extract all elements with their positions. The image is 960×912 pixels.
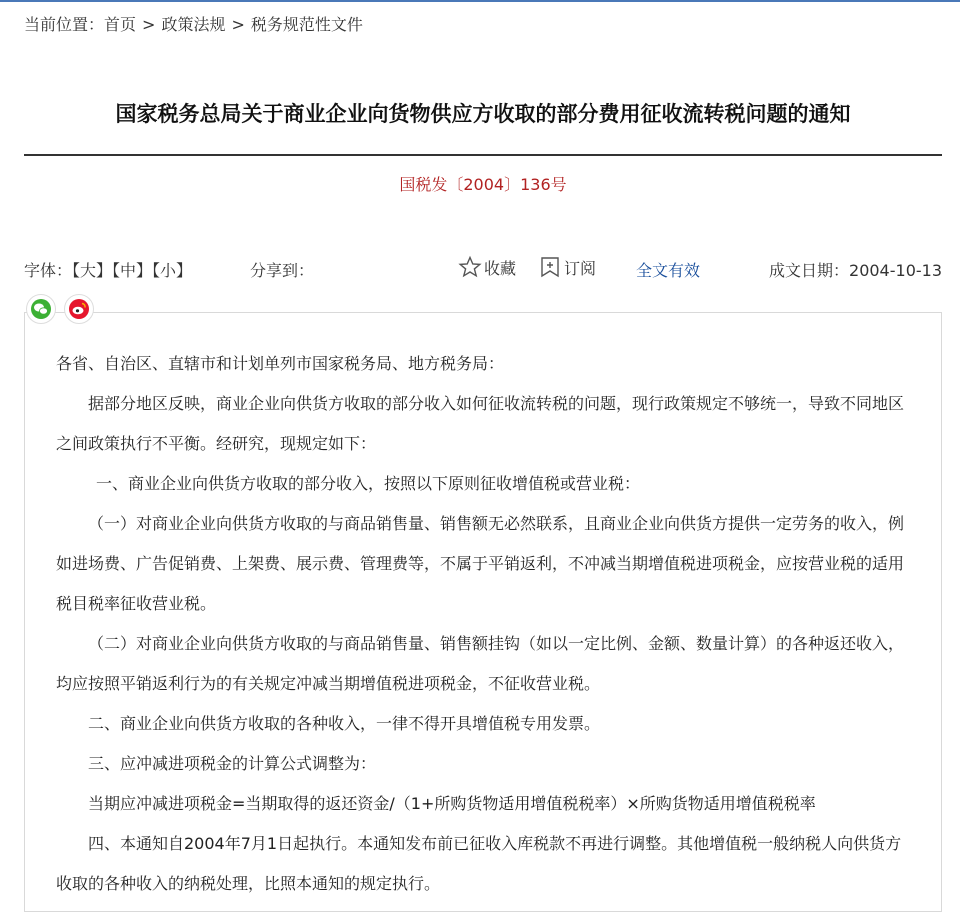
issue-date [769, 258, 942, 281]
breadcrumb-tax-docs[interactable]: 税务规范性文件 [250, 15, 363, 34]
bookmark-icon [538, 255, 562, 279]
star-icon [458, 255, 482, 279]
share-icons [26, 294, 94, 324]
top-border [0, 0, 960, 2]
paragraph: 三、应冲减进项税金的计算公式调整为： [88, 754, 377, 773]
article-toolbar [24, 258, 942, 282]
salutation: 各省、自治区、直辖市和计划单列市国家税务局、地方税务局： [56, 354, 505, 373]
subscribe-button[interactable] [538, 255, 596, 279]
paragraph: （一）对商业企业向供货方收取的与商品销售量、销售额无必然联系，且商业企业向供货方提供一定劳务的收入，例如进场费、广告促销费、上架费、展示费、管理费等，不属于平销返利，不冲减当期增值税进项税金，应按营业税的适用税目税率征收营业税。 [56, 514, 905, 613]
breadcrumb-separator: > [142, 15, 156, 34]
collect-button[interactable] [458, 255, 516, 279]
breadcrumb-home[interactable]: 首页 [104, 15, 137, 34]
breadcrumb [24, 12, 363, 35]
breadcrumb-separator: > [231, 15, 245, 34]
font-size-selector [24, 258, 192, 281]
issue-date-label: 成文日期： [769, 261, 850, 280]
font-size-small[interactable]: 【小】 [152, 261, 193, 280]
paragraph: 一、商业企业向供货方收取的部分收入，按照以下原则征收增值税或营业税： [96, 474, 641, 493]
wechat-share-button[interactable] [26, 294, 56, 324]
paragraph: 二、商业企业向供货方收取的各种收入，一律不得开具增值税专用发票。 [88, 714, 601, 733]
breadcrumb-prefix: 当前位置： [24, 15, 105, 34]
subscribe-label: 订阅 [564, 258, 597, 278]
font-size-label: 字体： [24, 261, 73, 280]
page-title: 国家税务总局关于商业企业向货物供应方收取的部分费用征收流转税问题的通知 [115, 102, 851, 126]
issue-date-value: 2004-10-13 [849, 261, 942, 280]
paragraph: 四、本通知自2004年7月1日起执行。本通知发布前已征收入库税款不再进行调整。其他增值税一般纳税人向供货方收取的各种收入的纳税处理，比照本通知的规定执行。 [56, 834, 902, 893]
weibo-icon [68, 298, 90, 320]
wechat-icon [30, 298, 52, 320]
font-size-large[interactable]: 【大】 [72, 261, 113, 280]
share-label: 分享到： [250, 261, 315, 280]
weibo-share-button[interactable] [64, 294, 94, 324]
collect-label: 收藏 [484, 258, 517, 278]
breadcrumb-policy[interactable]: 政策法规 [161, 15, 226, 34]
article-body [56, 344, 916, 904]
document-number: 国税发〔2004〕136号 [399, 175, 567, 194]
paragraph: （二）对商业企业向供货方收取的与商品销售量、销售额挂钩（如以一定比例、金额、数量计算）的各种返还收入，均应按照平销返利行为的有关规定冲减当期增值税进项税金，不征收营业税。 [56, 634, 905, 693]
validity-status: 全文有效 [636, 261, 701, 280]
paragraph: 据部分地区反映，商业企业向供货方收取的部分收入如何征收流转税的问题，现行政策规定不够统一，导致不同地区之间政策执行不平衡。经研究，现规定如下： [56, 394, 905, 453]
formula: 当期应冲减进项税金=当期取得的返还资金/（1+所购货物适用增值税税率）×所购货物适用增值税税率 [88, 794, 816, 813]
title-divider [24, 154, 942, 156]
font-size-medium[interactable]: 【中】 [112, 261, 153, 280]
